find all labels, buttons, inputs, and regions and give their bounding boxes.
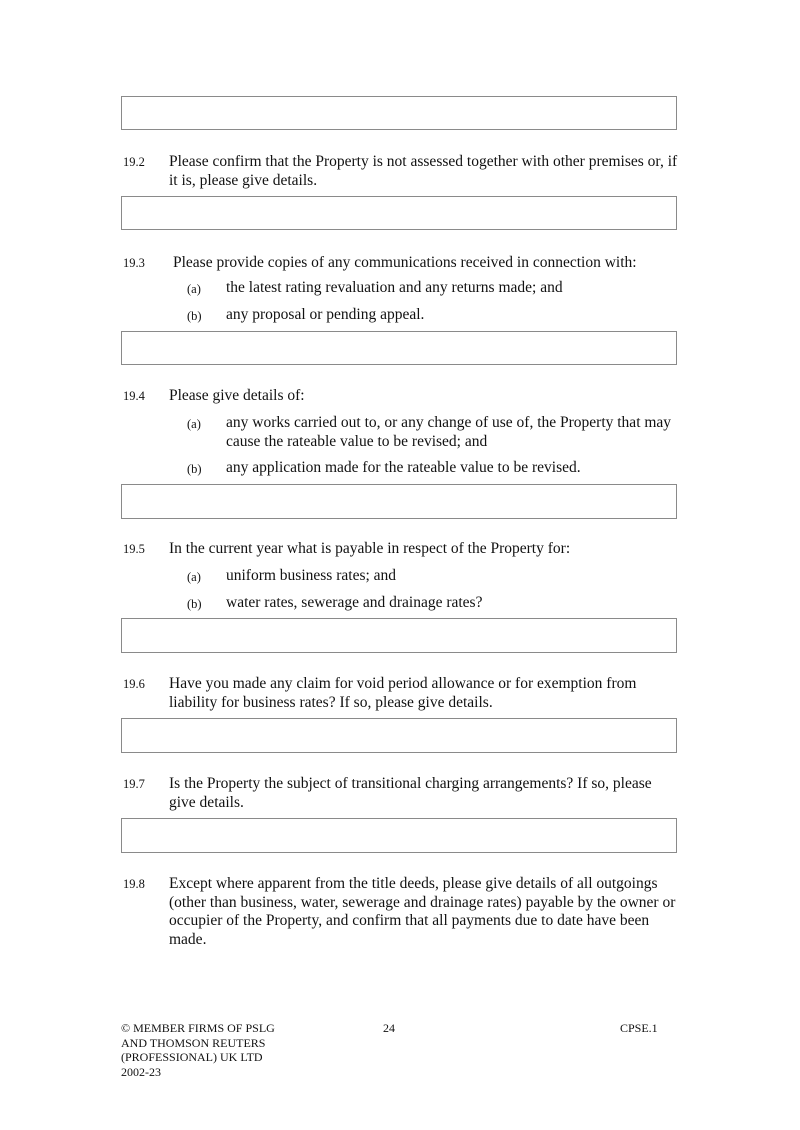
- question-number: 19.6: [123, 677, 145, 691]
- footer-copyright-line: © MEMBER FIRMS OF PSLG: [121, 1021, 275, 1035]
- question-number: 19.5: [123, 542, 145, 556]
- question-19-2-text: Please confirm that the Property is not assessed together with other premises or, if it is, please give details.: [169, 153, 678, 189]
- item-text: water rates, sewerage and drainage rates?: [226, 594, 483, 611]
- form-code: CPSE.1: [620, 1021, 658, 1035]
- answer-box-19-2[interactable]: [121, 196, 677, 230]
- item-label: (a): [187, 282, 201, 296]
- item-text: any application made for the rateable value to be revised.: [226, 459, 581, 476]
- footer-copyright-line: (PROFESSIONAL) UK LTD: [121, 1050, 263, 1064]
- answer-box-19-7[interactable]: [121, 818, 677, 853]
- question-number: 19.7: [123, 777, 145, 791]
- footer-copyright-line: AND THOMSON REUTERS: [121, 1035, 266, 1050]
- answer-box-19-6[interactable]: [121, 718, 677, 753]
- answer-box-19-1[interactable]: [121, 96, 677, 130]
- item-label: (b): [187, 597, 202, 611]
- item-label: (a): [187, 570, 201, 584]
- question-19-3-text: Please provide copies of any communications received in connection with:: [173, 254, 637, 271]
- question-number: 19.2: [123, 155, 145, 169]
- question-number: 19.3: [123, 256, 145, 270]
- page-number: 24: [383, 1021, 395, 1035]
- answer-box-19-5[interactable]: [121, 618, 677, 653]
- item-label: (b): [187, 462, 202, 476]
- question-19-4-text: Please give details of:: [169, 387, 305, 404]
- item-text: any proposal or pending appeal.: [226, 306, 425, 323]
- question-19-5-text: In the current year what is payable in respect of the Property for:: [169, 540, 571, 557]
- question-number: 19.4: [123, 389, 145, 403]
- answer-box-19-4[interactable]: [121, 484, 677, 519]
- item-text: uniform business rates; and: [226, 567, 397, 584]
- footer-copyright: [121, 1021, 275, 1079]
- item-text: any works carried out to, or any change of use of, the Property that may cause the rateable value to be revised; and: [226, 414, 672, 450]
- question-19-7-text: Is the Property the subject of transitional charging arrangements? If so, please give details.: [169, 775, 652, 811]
- item-text: the latest rating revaluation and any returns made; and: [226, 279, 563, 296]
- question-19-6-text: Have you made any claim for void period allowance or for exemption from liability for business rates? If so, please give details.: [169, 675, 637, 711]
- item-label: (b): [187, 309, 202, 323]
- answer-box-19-3[interactable]: [121, 331, 677, 365]
- footer-copyright-line: 2002-23: [121, 1064, 161, 1079]
- item-label: (a): [187, 417, 201, 431]
- question-19-8-text: Except where apparent from the title deeds, please give details of all outgoings (other than business, water, sewerage and drainage rates) payable by the owner or occupier of the Property, and confirm that all payments due to date have been made.: [169, 875, 676, 948]
- question-number: 19.8: [123, 877, 145, 891]
